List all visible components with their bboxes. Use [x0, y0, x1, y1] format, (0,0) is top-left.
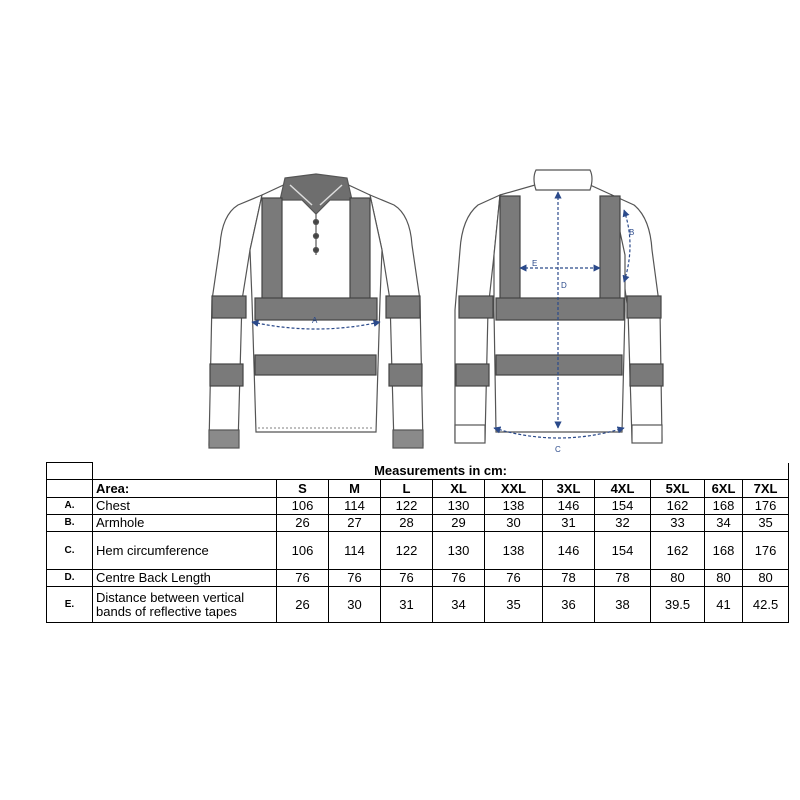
front-right-upper-sleeve-tape — [386, 296, 420, 318]
table-cell: 76 — [329, 570, 381, 587]
table-cell: 130 — [433, 498, 485, 515]
back-left-lower-sleeve-tape — [456, 364, 489, 386]
table-cell: 78 — [595, 570, 651, 587]
table-cell: 42.5 — [743, 587, 789, 623]
row-area-line: Distance between vertical — [96, 589, 245, 605]
row-code: A. — [47, 498, 93, 515]
row-code: B. — [47, 515, 93, 532]
table-cell: 106 — [277, 532, 329, 570]
table-cell: 114 — [329, 498, 381, 515]
table-header-row — [47, 480, 789, 498]
table-cell: 162 — [651, 498, 705, 515]
table-row — [47, 498, 789, 515]
table-cell: 76 — [485, 570, 543, 587]
front-left-cuff — [209, 430, 239, 448]
corner-cell — [47, 463, 93, 480]
table-cell: 162 — [651, 532, 705, 570]
table-row — [47, 570, 789, 587]
table-cell: 168 — [705, 532, 743, 570]
header-size: 4XL — [595, 480, 651, 498]
header-size: XL — [433, 480, 485, 498]
back-right-upper-sleeve-tape — [627, 296, 661, 318]
table-cell: 138 — [485, 532, 543, 570]
back-collar — [534, 170, 592, 190]
back-vertical-tape-left — [500, 196, 520, 300]
header-area: Area: — [93, 480, 277, 498]
header-size: 6XL — [705, 480, 743, 498]
table-cell: 168 — [705, 498, 743, 515]
table-cell: 80 — [705, 570, 743, 587]
label-b: B — [629, 228, 635, 237]
table-cell: 28 — [381, 515, 433, 532]
row-code: E. — [47, 587, 93, 623]
header-size: 3XL — [543, 480, 595, 498]
row-area: Chest — [93, 498, 277, 515]
table-cell: 38 — [595, 587, 651, 623]
header-size: S — [277, 480, 329, 498]
row-area — [93, 587, 277, 623]
front-left-upper-sleeve-tape — [212, 296, 246, 318]
table-title: Measurements in cm: — [93, 463, 789, 480]
row-area: Hem circumference — [93, 532, 277, 570]
table-cell: 154 — [595, 532, 651, 570]
back-waist-tape — [496, 355, 622, 375]
table-cell: 34 — [433, 587, 485, 623]
table-cell: 80 — [651, 570, 705, 587]
table-cell: 26 — [277, 515, 329, 532]
table-cell: 138 — [485, 498, 543, 515]
row-area-line: bands of reflective tapes — [96, 603, 237, 619]
front-left-lower-sleeve-tape — [210, 364, 243, 386]
table-cell: 176 — [743, 532, 789, 570]
table-cell: 146 — [543, 498, 595, 515]
table-cell: 30 — [329, 587, 381, 623]
front-view — [209, 174, 423, 448]
table-cell: 39.5 — [651, 587, 705, 623]
table-cell: 114 — [329, 532, 381, 570]
table-cell: 29 — [433, 515, 485, 532]
table-cell: 78 — [543, 570, 595, 587]
table-cell: 154 — [595, 498, 651, 515]
back-vertical-tape-right — [600, 196, 620, 300]
back-chest-tape — [496, 298, 624, 320]
table-cell: 41 — [705, 587, 743, 623]
back-view — [455, 170, 663, 443]
table-title-row — [47, 463, 789, 480]
table-cell: 36 — [543, 587, 595, 623]
table-cell: 130 — [433, 532, 485, 570]
row-area: Centre Back Length — [93, 570, 277, 587]
table-cell: 26 — [277, 587, 329, 623]
table-cell: 31 — [543, 515, 595, 532]
table-cell: 31 — [381, 587, 433, 623]
row-area: Armhole — [93, 515, 277, 532]
table-cell: 33 — [651, 515, 705, 532]
table-cell: 122 — [381, 532, 433, 570]
label-a: A — [312, 316, 318, 325]
header-code-cell — [47, 480, 93, 498]
table-cell: 27 — [329, 515, 381, 532]
header-size: M — [329, 480, 381, 498]
front-waist-tape — [255, 355, 376, 375]
front-vertical-tape-left — [262, 198, 282, 300]
table-cell: 176 — [743, 498, 789, 515]
table-row — [47, 515, 789, 532]
row-code: C. — [47, 532, 93, 570]
table-cell: 30 — [485, 515, 543, 532]
row-code: D. — [47, 570, 93, 587]
header-size: XXL — [485, 480, 543, 498]
header-size: L — [381, 480, 433, 498]
table-cell: 146 — [543, 532, 595, 570]
table-cell: 76 — [433, 570, 485, 587]
front-right-cuff — [393, 430, 423, 448]
header-size: 5XL — [651, 480, 705, 498]
back-right-lower-sleeve-tape — [630, 364, 663, 386]
header-size: 7XL — [743, 480, 789, 498]
front-vertical-tape-right — [350, 198, 370, 300]
label-c: C — [555, 445, 561, 454]
table-cell: 122 — [381, 498, 433, 515]
front-right-lower-sleeve-tape — [389, 364, 422, 386]
table-cell: 32 — [595, 515, 651, 532]
measurement-table — [46, 462, 789, 623]
table-row — [47, 587, 789, 623]
table-row — [47, 532, 789, 570]
table-cell: 34 — [705, 515, 743, 532]
table-cell: 106 — [277, 498, 329, 515]
label-e: E — [532, 259, 538, 268]
table-cell: 80 — [743, 570, 789, 587]
table-cell: 76 — [381, 570, 433, 587]
table-cell: 76 — [277, 570, 329, 587]
back-left-upper-sleeve-tape — [459, 296, 493, 318]
label-d: D — [561, 281, 567, 290]
table-cell: 35 — [485, 587, 543, 623]
table-cell: 35 — [743, 515, 789, 532]
